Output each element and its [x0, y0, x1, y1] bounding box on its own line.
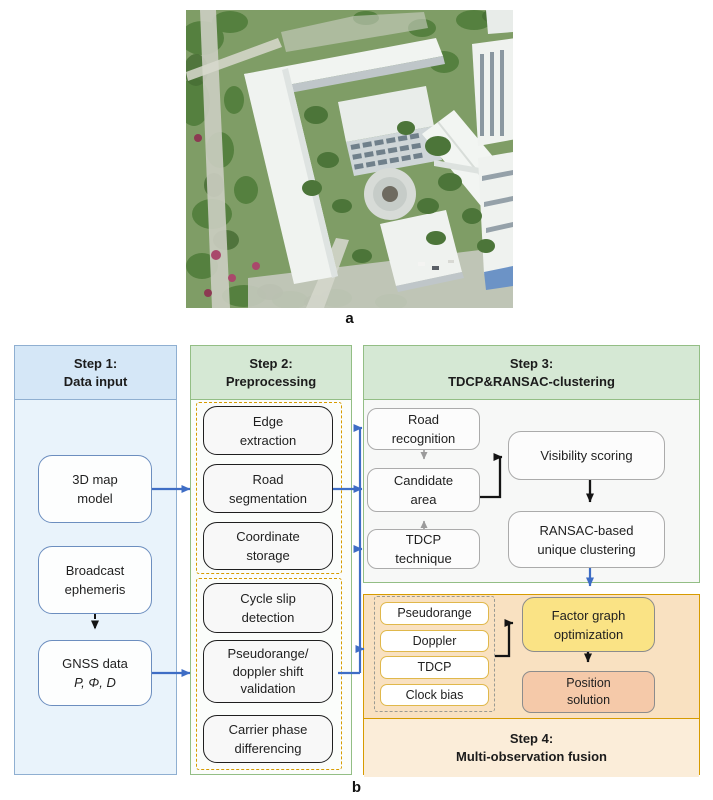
box-ransac-clustering-line2: unique clustering [537, 541, 636, 557]
box-tdcp [380, 656, 489, 679]
box-road-segmentation-line2: segmentation [228, 490, 308, 506]
step2-title-line2: Preprocessing [225, 373, 317, 389]
box-visibility-scoring [508, 431, 665, 480]
box-factor-graph-line2: optimization [553, 626, 624, 642]
step4-title-line1: Step 4: [509, 731, 554, 746]
box-pseudorange-doppler-line3: validation [240, 681, 296, 697]
box-ransac-clustering-line1: RANSAC-based [539, 522, 634, 538]
box-edge-extraction-line2: extraction [239, 432, 297, 448]
box-road-segmentation [203, 464, 333, 513]
box-road-recognition [367, 408, 480, 450]
box-broadcast-ephemeris-line1: Broadcast [65, 563, 125, 578]
box-gnss-data-line2: P, Φ, D [74, 675, 116, 690]
box-3d-map-model-line2: model [77, 491, 113, 506]
step3-title-line2: TDCP&RANSAC-clustering [448, 373, 615, 389]
box-road-segmentation-line1: Road [252, 471, 284, 487]
box-doppler-label: Doppler [412, 633, 457, 648]
box-candidate-area [367, 468, 480, 512]
step4-title-line2: Multi-observation fusion [456, 749, 607, 764]
box-road-recognition-line2: recognition [391, 431, 456, 446]
step2-header [191, 346, 351, 400]
box-broadcast-ephemeris-line2: ephemeris [64, 582, 126, 597]
box-tdcp-technique-line2: technique [395, 551, 452, 566]
box-position-solution-line1: Position [566, 676, 611, 690]
box-cycle-slip-detection-line2: detection [241, 610, 295, 625]
subfigure-label-b: b [351, 779, 362, 796]
box-coordinate-storage-line2: storage [246, 548, 290, 563]
aerial-photo-illustration [186, 10, 513, 308]
box-doppler [380, 630, 489, 652]
box-carrier-phase-differencing [203, 715, 333, 763]
box-pseudorange-label: Pseudorange [397, 606, 472, 620]
box-tdcp-technique [367, 529, 480, 569]
box-broadcast-ephemeris [38, 546, 152, 614]
box-cycle-slip-detection-line1: Cycle slip [240, 591, 296, 606]
box-gnss-data [38, 640, 152, 706]
box-3d-map-model-line1: 3D map [72, 472, 118, 487]
step3-header [364, 346, 699, 400]
box-tdcp-technique-line1: TDCP [405, 532, 442, 547]
box-gnss-data-line1: GNSS data [62, 656, 128, 671]
step3-title-line1: Step 3: [509, 355, 554, 371]
box-carrier-phase-line1: Carrier phase [228, 722, 308, 737]
subfigure-label-a: a [345, 310, 354, 327]
box-edge-extraction-line1: Edge [252, 413, 284, 429]
box-factor-graph-optimization [522, 597, 655, 652]
step1-header [15, 346, 176, 400]
step4-header [364, 718, 699, 777]
step1-title-line1: Step 1: [73, 355, 118, 371]
box-tdcp-label: TDCP [417, 660, 452, 674]
step2-title-line1: Step 2: [249, 355, 293, 371]
box-cycle-slip-detection [203, 583, 333, 633]
box-visibility-scoring-line1: Visibility scoring [540, 448, 633, 463]
box-candidate-area-line2: area [410, 492, 437, 507]
box-position-solution-line2: solution [566, 693, 611, 707]
box-position-solution [522, 671, 655, 713]
box-factor-graph-line1: Factor graph [551, 607, 626, 623]
box-clock-bias-label: Clock bias [405, 687, 464, 702]
box-ransac-clustering [508, 511, 665, 568]
box-coordinate-storage [203, 522, 333, 570]
box-road-recognition-line1: Road [407, 412, 440, 427]
step1-title-line2: Data input [63, 373, 128, 389]
box-pseudorange-doppler-validation [203, 640, 333, 703]
box-candidate-area-line1: Candidate [393, 473, 454, 488]
box-pseudorange-doppler-line2: doppler shift [232, 663, 304, 679]
aerial-photo [186, 10, 513, 308]
box-3d-map-model [38, 455, 152, 523]
box-pseudorange-doppler-line1: Pseudorange/ [227, 646, 309, 662]
box-pseudorange [380, 602, 489, 625]
box-carrier-phase-line2: differencing [234, 741, 302, 756]
box-clock-bias [380, 684, 489, 706]
box-coordinate-storage-line1: Coordinate [236, 529, 300, 544]
box-edge-extraction [203, 406, 333, 455]
